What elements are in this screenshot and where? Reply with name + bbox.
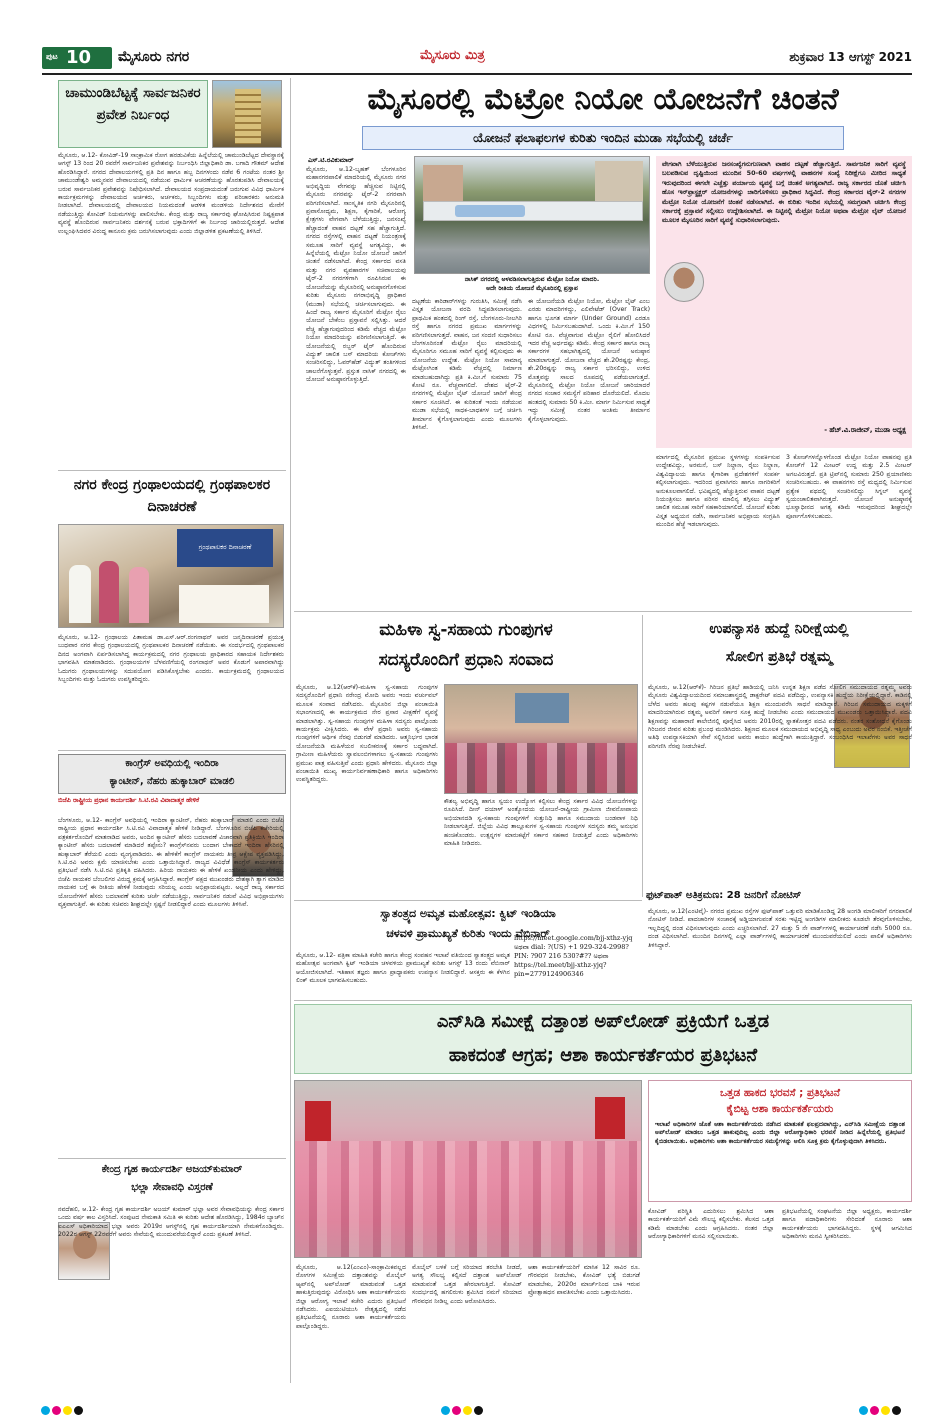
- congress-headline-box: [58, 754, 286, 794]
- divider: [294, 1000, 912, 1001]
- lecturer-headline-2: ಸೋಲಿಗ ಪ್ರತಿಭೆ ರತ್ನಮ್ಮ: [725, 649, 833, 665]
- lecturer-headline-box: [646, 615, 912, 675]
- lecturer-body: ಮೈಸೂರು, ಆ.12(ಆರ್‌ಕೆ)- ಗಿರಿಜನ ಪ್ರತಿಭೆ ಹಾಡಿಯಲ್ಲಿ ಜನಿಸಿ ಉನ್ನತ ಶಿಕ್ಷಣ ಪಡೆದ ಸೋಲಿಗ ಸಮುದಾಯದ ರತ್ನಮ್ಮ ಅವರು ಮೈಸೂರು ವಿಶ್ವವಿದ್ಯಾಲಯದಿಂದ ಸಮಾಜಶಾಸ್ತ್ರದಲ್ಲಿ ಡಾಕ್ಟರೇಟ್ ಪದವಿ ಪಡೆದಿದ್ದು, ಉಪನ್ಯಾಸಕಿ ಹುದ್ದೆಯ ನಿರೀಕ್ಷೆಯಲ್ಲಿದ್ದಾರೆ. ಕಾಡಿನಲ್ಲಿ ಬೆಳೆದ ಅವರು ಹಲವು ಕಷ್ಟಗಳ ನಡುವೆಯೂ ಶಿಕ್ಷಣ ಮುಂದುವರೆಸಿ ಸಾಧನೆ ಮಾಡಿದ್ದಾರೆ. ಗಿರಿಜನ ಸಮುದಾಯದ ಮಕ್ಕಳಿಗೆ ಮಾದರಿಯಾಗಿರುವ ರತ್ನಮ್ಮ ಅವರಿಗೆ ಸರ್ಕಾರ ಸೂಕ್ತ ಹುದ್ದೆ ನೀಡಬೇಕು ಎಂದು ಸಮುದಾಯದ ಮುಖಂಡರು ಒತ್ತಾಯಿಸಿದ್ದಾರೆ. ಪದವಿ ಶಿಕ್ಷಣವನ್ನು ಮಹಾರಾಣಿ ಕಾಲೇಜಿನಲ್ಲಿ ಪೂರೈಸಿದ ಅವರು 2010ರಲ್ಲಿ ಸ್ನಾತಕೋತ್ತರ ಪದವಿ ಪಡೆದರು. ನಂತರ ಸಂಶೋಧನೆ ಕೈಗೊಂಡು ಗಿರಿಜನರ ಜೀವನ ಕುರಿತು ಪ್ರಬಂಧ ಮಂಡಿಸಿದರು. ಶಿಕ್ಷಣದ ಮೂಲಕ ಸಮುದಾಯದ ಅಭಿವೃದ್ಧಿ ಸಾಧ್ಯ ಎಂಬುದು ಅವರ ನಂಬಿಕೆ. ಇತ್ತೀಚೆಗೆ ಅತಿಥಿ ಉಪನ್ಯಾಸಕಿಯಾಗಿ ಸೇವೆ ಸಲ್ಲಿಸಿರುವ ಅವರು ಕಾಯಂ ಹುದ್ದೆಗಾಗಿ ಕಾಯುತ್ತಿದ್ದಾರೆ. ಸಂಬಂಧಿಸಿದ ಇಲಾಖೆಗಳು ಅವರ ಸಾಧನೆ ಪರಿಗಣಿಸಿ ನೆರವು ನೀಡಬೇಕಿದೆ.: [648, 684, 912, 750]
- notice-body: ಮೈಸೂರು, ಆ.12(ಎಂಟಿವೈ)- ನಗರದ ಪ್ರಮುಖ ರಸ್ತೆಗಳ ಫುಟ್‌ಪಾತ್ ಒತ್ತುವರಿ ಮಾಡಿಕೊಂಡಿದ್ದ 28 ಅಂಗಡಿ ಮಾಲೀಕರಿಗೆ ನಗರಪಾಲಿಕೆ ನೋಟಿಸ್ ನೀಡಿದೆ. ಪಾದಚಾರಿಗಳ ಸಂಚಾರಕ್ಕೆ ಅಡ್ಡಿಯಾಗುವಂತೆ ಸರಕು ಇಟ್ಟಿದ್ದ ಅಂಗಡಿಗಳ ಮಾಲೀಕರು ಕೂಡಲೇ ತೆರವುಗೊಳಿಸಬೇಕು, ಇಲ್ಲದಿದ್ದಲ್ಲಿ ದಂಡ ವಿಧಿಸಲಾಗುವುದು ಎಂದು ಎಚ್ಚರಿಸಲಾಗಿದೆ. 27 ಮತ್ತು 5 ನೇ ವಾರ್ಡ್‌ಗಳಲ್ಲಿ ಕಾರ್ಯಾಚರಣೆ ನಡೆಸಿ 5000 ರೂ. ದಂಡ ವಿಧಿಸಲಾಗಿದೆ. ಮುಂದಿನ ದಿನಗಳಲ್ಲಿ ಎಲ್ಲಾ ವಾರ್ಡ್‌ಗಳಲ್ಲಿ ಕಾರ್ಯಾಚರಣೆ ಮುಂದುವರೆಯಲಿದೆ ಎಂದು ಪಾಲಿಕೆ ಅಧಿಕಾರಿಗಳು ತಿಳಿಸಿದ್ದಾರೆ.: [648, 908, 912, 949]
- registration-marks-center: [440, 1400, 484, 1419]
- chamundi-body: ಮೈಸೂರು, ಆ.12- ಕೋವಿಡ್-19 ಸಾಂಕ್ರಾಮಿಕ ರೋಗ ಹರಡುವಿಕೆಯ ಹಿನ್ನೆಲೆಯಲ್ಲಿ ಚಾಮುಂಡಿಬೆಟ್ಟದ ದೇವಸ್ಥಾನಕ್ಕೆ ಆಗಸ್ಟ್ 13 ರಿಂದ 20 ರವರೆಗೆ ಸಾರ್ವಜನಿಕರ ಪ್ರವೇಶವನ್ನು ನಿರ್ಬಂಧಿಸಿ ಜಿಲ್ಲಾಧಿಕಾರಿ ಡಾ. ಬಗಾದಿ ಗೌತಮ್ ಆದೇಶ ಹೊರಡಿಸಿದ್ದಾರೆ. ನಗರದ ದೇವಾಲಯಗಳಲ್ಲಿ ಪ್ರತಿ ದಿನ ಹಾಗೂ ಹಬ್ಬ ದಿನಗಳಂದು ನಡೆವ 6 ಗಂಟೆಯ ನಂತರ ಶ್ರೀ ಚಾಮುಂಡೇಶ್ವರಿ ಅಮ್ಮನವರ ದೇವಾಲಯದಲ್ಲಿ ನಡೆಯುವ ಧಾರ್ಮಿಕ ಆಚರಣೆಯನ್ನು ಹೊರತುಪಡಿಸಿ ದೇವಾಲಯಕ್ಕೆ ಬರುವ ಸಾರ್ವಜನಿಕರ ಪ್ರವೇಶವನ್ನು ನಿಷೇಧಿಸಲಾಗಿದೆ. ದೇವಾಲಯದ ಸಂಪ್ರದಾಯದಂತೆ ಜರುಗುವ ವಿವಿಧ ಧಾರ್ಮಿಕ ಕಾರ್ಯಕ್ರಮಗಳನ್ನು ದೇವಾಲಯದ ಅರ್ಚಕರು, ಅರ್ಚಕರು, ಸಿಬ್ಬಂದಿಗಳು ಮತ್ತು ಪರಿಚಾರಕರು ಅನುಮತಿ ನೀಡಲಾಗಿದೆ. ದೇವಾಲಯದಲ್ಲಿ ದೇವಾಲಯದ ನಿಯಮದಂತೆ ಆಡಳಿತ ಮಂಡಳಿಯ ನಿರ್ದೇಶನದ ಮೇರೆಗೆ ನಡೆಯುತ್ತಿದ್ದು ಕೋವಿಡ್ ನಿಯಮಗಳನ್ನು ಪಾಲಿಸಬೇಕು. ಕೇಂದ್ರ ಮತ್ತು ರಾಜ್ಯ ಸರ್ಕಾರವು ಘೋಷಿಸಿರುವ ನಿಷ್ಪಕ್ಷಪಾತ ವ್ಯವಸ್ಥೆ ಹೊಂದಿರುವ ಸಾರ್ವಜನಿಕರು ದರ್ಶನಕ್ಕೆ ಬರುವ ಭಕ್ತಾದಿಗಳಿಗೆ ಈ ನಿರ್ಬಂಧ ಜಾರಿಯಲ್ಲಿರುತ್ತದೆ. ಆದೇಶ ಉಲ್ಲಂಘಿಸಿದವರ ವಿರುದ್ಧ ಕಾನೂನು ಕ್ರಮ ಜರುಗಿಸಲಾಗುವುದು ಎಂದು ಜಿಲ್ಲಾಡಳಿತ ಪ್ರಕಟಣೆಯಲ್ಲಿ ತಿಳಿಸಿದೆ.: [58, 152, 284, 235]
- asha-protest-photo: [294, 1080, 642, 1258]
- metro-col3: ಈ ಯೋಜನೆಯಡಿ ಮೆಟ್ರೋ ನಿಯೋ, ಮೆಟ್ರೋ ಲೈಟ್ ಎಂಬ ಎರಡು ಮಾದರಿಗಳಿದ್ದು, ಎಲಿವೇಟೆಡ್ (Over Track) ಹಾಗೂ ಭೂಗತ ಮಾರ್ಗ (Under Ground) ಎರಡೂ ವಿಧಗಳಲ್ಲಿ ನಿರ್ಮಿಸಬಹುದಾಗಿದೆ. ಒಂದು ಕಿ.ಮೀ.ಗೆ 150 ಕೋಟಿ ರೂ. ವೆಚ್ಚವಾಗುವ ಮೆಟ್ರೋ ರೈಲಿಗೆ ಹೋಲಿಸಿದರೆ ಇದರ ವೆಚ್ಚ ಅರ್ಧದಷ್ಟು ಕಡಿಮೆ. ಕೇಂದ್ರ ಸರ್ಕಾರ ಹಾಗೂ ರಾಜ್ಯ ಸರ್ಕಾರಗಳ ಸಹಭಾಗಿತ್ವದಲ್ಲಿ ಯೋಜನೆ ಅನುಷ್ಠಾನ ಮಾಡಲಾಗುತ್ತದೆ. ಯೋಜನಾ ವೆಚ್ಚದ ಶೇ.20ರಷ್ಟನ್ನು ಕೇಂದ್ರ, ಶೇ.20ರಷ್ಟನ್ನು ರಾಜ್ಯ ಸರ್ಕಾರ ಭರಿಸಲಿದ್ದು, ಉಳಿದ ಮೊತ್ತವನ್ನು ಸಾಲದ ರೂಪದಲ್ಲಿ ಪಡೆಯಲಾಗುತ್ತದೆ. ಮೈಸೂರಿನಲ್ಲಿ ಮೆಟ್ರೋ ನಿಯೋ ಯೋಜನೆ ಜಾರಿಯಾದರೆ ನಗರದ ಸಂಚಾರ ಸಮಸ್ಯೆಗೆ ಪರಿಹಾರ ದೊರೆಯಲಿದೆ. ಮೊದಲ ಹಂತದಲ್ಲಿ ಸುಮಾರು 50 ಕಿ.ಮೀ. ಮಾರ್ಗ ನಿರ್ಮಿಸುವ ಸಾಧ್ಯತೆ ಇದ್ದು ಸಮೀಕ್ಷೆ ನಂತರ ಅಂತಿಮ ತೀರ್ಮಾನ ಕೈಗೊಳ್ಳಲಾಗುವುದು.: [528, 298, 650, 423]
- metro-headline-box: [294, 78, 912, 122]
- masthead-rule: [42, 73, 912, 75]
- women-headline-box: [294, 615, 638, 677]
- metro-subhead: ಯೋಜನೆ ಫಲಾಫಲಗಳ ಕುರಿತು ಇಂದಿನ ಮುಡಾ ಸಭೆಯಲ್ಲಿ ಚರ್ಚೆ: [473, 130, 733, 145]
- divider: [58, 1158, 286, 1159]
- column-rule: [290, 78, 291, 1383]
- nsdc-headline-box: [294, 1004, 912, 1074]
- column-rule: [642, 615, 643, 897]
- nsdc-col1: ಮೈಸೂರು, ಆ.12(ಎಂಎಂ)-ಸಾಂಕ್ರಾಮಿಕವಲ್ಲದ ರೋಗಗಳ ಸಮೀಕ್ಷೆಯ ದತ್ತಾಂಶವನ್ನು ಮೊಬೈಲ್ ಆ್ಯಪ್‌ನಲ್ಲಿ ಅಪ್‌ಲೋಡ್ ಮಾಡುವಂತೆ ಒತ್ತಡ ಹಾಕುತ್ತಿರುವುದನ್ನು ವಿರೋಧಿಸಿ ಆಶಾ ಕಾರ್ಯಕರ್ತೆಯರು ಜಿಲ್ಲಾ ಆರೋಗ್ಯ ಇಲಾಖೆ ಕಚೇರಿ ಎದುರು ಪ್ರತಿಭಟನೆ ನಡೆಸಿದರು. ಎಐಯುಟಿಯುಸಿ ನೇತೃತ್ವದಲ್ಲಿ ನಡೆದ ಪ್ರತಿಭಟನೆಯಲ್ಲಿ ನೂರಾರು ಆಶಾ ಕಾರ್ಯಕರ್ತೆಯರು ಪಾಲ್ಗೊಂಡಿದ್ದರು.: [296, 1264, 406, 1330]
- women-headline-1: ಮಹಿಳಾ ಸ್ವ-ಸಹಾಯ ಗುಂಪುಗಳ: [379, 620, 553, 640]
- library-banner: [177, 529, 273, 567]
- metro-caption-1: ನಾಸಿಕ್ ನಗರದಲ್ಲಿ ಅಳವಡಿಸಲಾಗುತ್ತಿರುವ ಮೆಟ್ರೋ ನಿಯೋ ಮಾದರಿ.: [464, 276, 600, 283]
- metro-col5: 3 ಕೋಚ್‌ಗಳನ್ನೊಳಗೊಂಡ ಮೆಟ್ರೋ ನಿಯೋ ವಾಹನವು ಪ್ರತಿ ಕೋಚ್‌ಗೆ 12 ಮೀಟರ್ ಉದ್ದ ಮತ್ತು 2.5 ಮೀಟರ್ ಅಗಲವಿರುತ್ತದೆ. ಪ್ರತಿ ಟ್ರಿಪ್‌ನಲ್ಲಿ ಸುಮಾರು 250 ಪ್ರಯಾಣಿಕರು ಸಂಚರಿಸಬಹುದು. ಈ ವಾಹನಗಳು ರಸ್ತೆ ಮಧ್ಯದಲ್ಲಿ ನಿರ್ಮಿಸುವ ಪ್ರತ್ಯೇಕ ಪಥದಲ್ಲಿ ಸಂಚರಿಸಲಿದ್ದು ಸಿಗ್ನಲ್ ವ್ಯವಸ್ಥೆ ಸ್ವಯಂಚಾಲಿತವಾಗಿರುತ್ತದೆ. ಯೋಜನೆ ಅನುಷ್ಠಾನಕ್ಕೆ ಭೂಸ್ವಾಧೀನದ ಅಗತ್ಯ ಕಡಿಮೆ ಇರುವುದರಿಂದ ಶೀಘ್ರದಲ್ಲೇ ಪೂರ್ಣಗೊಳಿಸಬಹುದು.: [786, 454, 912, 520]
- congress-headline-2: ಕ್ಯಾಂಟೀನ್, ನೆಹರು ಹುಕ್ಕಾಬಾರ್ ಮಾಡಲಿ: [109, 776, 235, 787]
- divider: [58, 750, 286, 751]
- quit-india-body: ಮೈಸೂರು, ಆ.12- ಪತ್ರಿಕಾ ಮಾಹಿತಿ ಕಚೇರಿ ಹಾಗೂ ಕೇಂದ್ರ ಸಂವಹನ ಇಲಾಖೆ ವತಿಯಿಂದ ಸ್ವಾತಂತ್ರ್ಯದ ಅಮೃತ ಮಹೋತ್ಸವ ಅಂಗವಾಗಿ ಕ್ವಿಟ್ ಇಂಡಿಯಾ ಚಳವಳಿಯ ಪ್ರಾಮುಖ್ಯತೆ ಕುರಿತು ಆಗಸ್ಟ್ 13 ರಂದು ವೆಬಿನಾರ್ ಆಯೋಜಿಸಲಾಗಿದೆ. ಇತಿಹಾಸ ತಜ್ಞರು ಹಾಗೂ ಪ್ರಾಧ್ಯಾಪಕರು ಉಪನ್ಯಾಸ ನೀಡಲಿದ್ದಾರೆ. ಆಸಕ್ತರು ಈ ಕೆಳಗಿನ ಲಿಂಕ್ ಮೂಲಕ ಭಾಗವಹಿಸಬಹುದು.: [296, 952, 510, 985]
- women-headline-2: ಸದಸ್ಯರೊಂದಿಗೆ ಪ್ರಧಾನಿ ಸಂವಾದ: [378, 650, 554, 670]
- metro-subhead-box: [362, 126, 844, 150]
- metro-caption-2: ಅದೇ ರೀತಿಯ ಯೋಜನೆ ಮೈಸೂರಿನಲ್ಲಿ ಪ್ರಸ್ತಾಪ: [486, 284, 578, 292]
- library-banner-text: ಗ್ರಂಥಪಾಲಕರ ದಿನಾಚರಣೆ: [198, 543, 252, 551]
- women-body: ಮೈಸೂರು, ಆ.12(ಆರ್‌ಕೆ)-ಮಹಿಳಾ ಸ್ವ-ಸಹಾಯ ಗುಂಪುಗಳ ಸದಸ್ಯರೊಂದಿಗೆ ಪ್ರಧಾನಿ ನರೇಂದ್ರ ಮೋದಿ ಅವರು ಇಂದು ವರ್ಚುವಲ್ ಮೂಲಕ ಸಂವಾದ ನಡೆಸಿದರು. ಮೈಸೂರಿನ ಜಿಲ್ಲಾ ಪಂಚಾಯಿತಿ ಸಭಾಂಗಣದಲ್ಲಿ ಈ ಕಾರ್ಯಕ್ರಮದ ನೇರ ಪ್ರಸಾರ ವೀಕ್ಷಣೆಗೆ ವ್ಯವಸ್ಥೆ ಮಾಡಲಾಗಿತ್ತು. ಸ್ವ-ಸಹಾಯ ಗುಂಪುಗಳ ಮಹಿಳಾ ಸದಸ್ಯರು ಪಾಲ್ಗೊಂಡು ಕಾರ್ಯಕ್ರಮ ವೀಕ್ಷಿಸಿದರು. ಈ ವೇಳೆ ಪ್ರಧಾನಿ ಅವರು ಸ್ವ-ಸಹಾಯ ಗುಂಪುಗಳಿಗೆ ಆರ್ಥಿಕ ನೆರವು ಬಿಡುಗಡೆ ಮಾಡಿದರು. ಆತ್ಮನಿರ್ಭರ ಭಾರತ ಯೋಜನೆಯಡಿ ಮಹಿಳೆಯರ ಸಬಲೀಕರಣಕ್ಕೆ ಸರ್ಕಾರ ಬದ್ಧವಾಗಿದೆ. ಗ್ರಾಮೀಣ ಮಹಿಳೆಯರು ಸ್ವಾವಲಂಬಿಗಳಾಗಲು ಸ್ವ-ಸಹಾಯ ಗುಂಪುಗಳು ಪ್ರಮುಖ ಪಾತ್ರ ವಹಿಸುತ್ತಿವೆ ಎಂದು ಪ್ರಧಾನಿ ಹೇಳಿದರು. ಮೈಸೂರು ಜಿಲ್ಲಾ ಪಂಚಾಯಿತಿ ಮುಖ್ಯ ಕಾರ್ಯನಿರ್ವಹಣಾಧಿಕಾರಿ ಹಾಗೂ ಅಧಿಕಾರಿಗಳು ಉಪಸ್ಥಿತರಿದ್ದರು.: [296, 684, 438, 784]
- metro-headline: ಮೈಸೂರಲ್ಲಿ ಮೆಟ್ರೋ ನಿಯೋ ಯೋಜನೆಗೆ ಚಿಂತನೆ: [367, 82, 839, 117]
- registration-marks-left: [40, 1400, 84, 1419]
- bhalla-headline-box: [58, 1161, 286, 1201]
- nsdc-sub-body: ಇಲಾಖೆ ಅಧಿಕಾರಿಗಳ ಜೊತೆ ಆಶಾ ಕಾರ್ಯಕರ್ತೆಯರು ನಡೆಸಿದ ಮಾತುಕತೆ ಫಲಪ್ರದವಾಗಿದ್ದು, ಎನ್‌ಸಿಡಿ ಸಮೀಕ್ಷೆಯ ದತ್ತಾಂಶ ಅಪ್‌ಲೋಡ್ ಮಾಡಲು ಒತ್ತಡ ಹಾಕುವುದಿಲ್ಲ ಎಂದು ಜಿಲ್ಲಾ ಆರೋಗ್ಯಾಧಿಕಾರಿ ಭರವಸೆ ನೀಡಿದ ಹಿನ್ನೆಲೆಯಲ್ಲಿ ಪ್ರತಿಭಟನೆ ಕೈಬಿಡಲಾಯಿತು. ಅಧಿಕಾರಿಗಳು ಆಶಾ ಕಾರ್ಯಕರ್ತೆಯರ ಸಮಸ್ಯೆಗಳನ್ನು ಆಲಿಸಿ ಸೂಕ್ತ ಕ್ರಮ ಕೈಗೊಳ್ಳುವುದಾಗಿ ತಿಳಿಸಿದರು.: [655, 1121, 905, 1145]
- nsdc-sub-1: ಒತ್ತಡ ಹಾಕದ ಭರವಸೆ ; ಪ್ರತಿಭಟನೆ: [719, 1087, 841, 1099]
- divider: [294, 611, 912, 612]
- congress-headline-1: ಕಾಂಗ್ರೆಸ್ ಅವಧಿಯಲ್ಲಿ ಇಂದಿರಾ: [125, 758, 219, 769]
- page-date: ಶುಕ್ರವಾರ 13 ಆಗಸ್ಟ್ 2021: [789, 50, 912, 64]
- congress-body: ಬೆಂಗಳೂರು, ಆ.12- ಕಾಂಗ್ರೆಸ್ ಅವಧಿಯಲ್ಲಿ ಇಂದಿರಾ ಕ್ಯಾಂಟೀನ್, ನೆಹರು ಹುಕ್ಕಾಬಾರ್ ಮಾಡಲಿ ಎಂದು ಬಿಜೆಪಿ ರಾಷ್ಟ್ರೀಯ ಪ್ರಧಾನ ಕಾರ್ಯದರ್ಶಿ ಸಿ.ಟಿ.ರವಿ ವಿವಾದಾತ್ಮಕ ಹೇಳಿಕೆ ನೀಡಿದ್ದಾರೆ. ಬೆಂಗಳೂರಿನ ಬಿಜೆಪಿ ಕಚೇರಿಯಲ್ಲಿ ಪತ್ರಕರ್ತರೊಂದಿಗೆ ಮಾತನಾಡಿದ ಅವರು, ಅಂದಿನ ಕ್ಯಾಂಟೀನ್ ಹೆಸರು ಬದಲಾವಣೆ ವಿಚಾರವಾಗಿ ಪ್ರತಿಕ್ರಿಯಿಸಿ ಇಂದಿರಾ ಕ್ಯಾಂಟೀನ್ ಹೆಸರು ಬದಲಾವಣೆ ಮಾಡಿದರೆ ತಪ್ಪೇನು? ಕಾಂಗ್ರೆಸ್‌ನವರು ಬಂದಾಗ ಬೇಕಾದರೆ ಇಂದಿರಾ ಹೆಸರಿನಲ್ಲಿ ಹುಕ್ಕಾಬಾರ್ ತೆರೆಯಲಿ ಎಂದು ವ್ಯಂಗ್ಯವಾಡಿದರು. ಈ ಹೇಳಿಕೆಗೆ ಕಾಂಗ್ರೆಸ್ ನಾಯಕರು ತೀವ್ರ ಆಕ್ಷೇಪ ವ್ಯಕ್ತಪಡಿಸಿದ್ದು, ಸಿ.ಟಿ.ರವಿ ಅವರು ಕ್ಷಮೆ ಯಾಚಿಸಬೇಕು ಎಂದು ಒತ್ತಾಯಿಸಿದ್ದಾರೆ. ರಾಜ್ಯದ ವಿವಿಧೆಡೆ ಕಾಂಗ್ರೆಸ್ ಕಾರ್ಯಕರ್ತರು ಪ್ರತಿಭಟನೆ ನಡೆಸಿ ಸಿ.ಟಿ.ರವಿ ಪ್ರತಿಕೃತಿ ದಹಿಸಿದರು. ಹಿರಿಯ ನಾಯಕರು ಈ ಹೇಳಿಕೆ ಖಂಡನೀಯ ಎಂದು ಹೇಳಿದ್ದು, ಬಿಜೆಪಿ ನಾಯಕರ ಬೆಂಬಲಿಗರ ವಿರುದ್ಧ ಕ್ರಮಕ್ಕೆ ಆಗ್ರಹಿಸಿದ್ದಾರೆ. ಕಾಂಗ್ರೆಸ್ ಪಕ್ಷದ ಮುಖಂಡರು ದೇಶಕ್ಕಾಗಿ ತ್ಯಾಗ ಮಾಡಿದ ನಾಯಕರ ಬಗ್ಗೆ ಈ ರೀತಿಯ ಹೇಳಿಕೆ ನೀಡುವುದು ಸರಿಯಲ್ಲ ಎಂದು ಅಭಿಪ್ರಾಯಪಟ್ಟರು. ಅಲ್ಲದೆ ರಾಜ್ಯ ಸರ್ಕಾರದ ಯೋಜನೆಗಳಿಗೆ ಹೆಸರು ಬದಲಾವಣೆ ಕುರಿತು ಚರ್ಚೆ ನಡೆಯುತ್ತಿದ್ದು, ಸಾರ್ವಜನಿಕರ ನಡುವೆ ವಿವಿಧ ಅಭಿಪ್ರಾಯಗಳು ವ್ಯಕ್ತವಾಗುತ್ತಿವೆ. ಈ ಕುರಿತು ಸಚಿವರು ಶೀಘ್ರದಲ್ಲೇ ಸ್ಪಷ್ಟನೆ ನೀಡಲಿದ್ದಾರೆ ಎಂದು ಮೂಲಗಳು ತಿಳಿಸಿವೆ.: [58, 817, 284, 909]
- women-photo: [444, 684, 638, 794]
- nsdc-headline-2: ಹಾಕದಂತೆ ಆಗ್ರಹ; ಆಶಾ ಕಾರ್ಯಕರ್ತೆಯರ ಪ್ರತಿಭಟನೆ: [448, 1045, 758, 1066]
- masthead: [42, 44, 912, 72]
- chamundi-headline-box: [58, 80, 208, 148]
- lecturer-headline-1: ಉಪನ್ಯಾಸಕಿ ಹುದ್ದೆ ನಿರೀಕ್ಷೆಯಲ್ಲಿ: [709, 621, 849, 637]
- section-title: ಮೈಸೂರು ನಗರ: [118, 49, 190, 65]
- congress-byline: ಬಿಜೆಪಿ ರಾಷ್ಟ್ರೀಯ ಪ್ರಧಾನ ಕಾರ್ಯದರ್ಶಿ ಸಿ.ಟಿ.ರವಿ ವಿವಾದಾತ್ಮಕ ಹೇಳಿಕೆ: [58, 797, 200, 804]
- nsdc-sub-box: [648, 1080, 912, 1202]
- library-body: ಮೈಸೂರು, ಆ.12- ಗ್ರಂಥಾಲಯ ಪಿತಾಮಹ ಡಾ.ಎಸ್.ಆರ್.ರಂಗನಾಥನ್ ಅವರ ಜನ್ಮದಿನಾಚರಣೆ ಪ್ರಯುಕ್ತ ಬುಧವಾರ ನಗರ ಕೇಂದ್ರ ಗ್ರಂಥಾಲಯದಲ್ಲಿ ಗ್ರಂಥಪಾಲಕರ ದಿನಾಚರಣೆ ನಡೆಯಿತು. ಈ ಸಂದರ್ಭದಲ್ಲಿ ಗ್ರಂಥಪಾಲಕರ ದಿನದ ಅಂಗವಾಗಿ ಏರ್ಪಡಿಸಲಾಗಿದ್ದ ಕಾರ್ಯಕ್ರಮದಲ್ಲಿ ನಗರ ಗ್ರಂಥಾಲಯ ಪ್ರಾಧಿಕಾರದ ಸಹಾಯಕ ನಿರ್ದೇಶಕರು ಭಾಗವಹಿಸಿ ಮಾತನಾಡಿದರು. ಗ್ರಂಥಾಲಯಗಳ ಬೆಳವಣಿಗೆಯಲ್ಲಿ ರಂಗನಾಥನ್ ಅವರ ಕೊಡುಗೆ ಅಪಾರವಾಗಿದ್ದು ಓದುಗರು ಗ್ರಂಥಾಲಯಗಳನ್ನು ಸದುಪಯೋಗ ಪಡಿಸಿಕೊಳ್ಳಬೇಕು ಎಂದರು. ಕಾರ್ಯಕ್ರಮದಲ್ಲಿ ಗ್ರಂಥಾಲಯದ ಸಿಬ್ಬಂದಿಗಳು ಮತ್ತು ಓದುಗರು ಉಪಸ್ಥಿತರಿದ್ದರು.: [58, 634, 284, 684]
- divider: [294, 900, 642, 901]
- metro-col4: ಮಾರ್ಗದಲ್ಲಿ ಮೈಸೂರಿನ ಪ್ರಮುಖ ಸ್ಥಳಗಳನ್ನು ಸಂಪರ್ಕಿಸುವ ಉದ್ದೇಶವಿದ್ದು, ಅರಮನೆ, ಬಸ್ ನಿಲ್ದಾಣ, ರೈಲು ನಿಲ್ದಾಣ, ವಿಶ್ವವಿದ್ಯಾಲಯ ಹಾಗೂ ಕೈಗಾರಿಕಾ ಪ್ರದೇಶಗಳಿಗೆ ಸಂಪರ್ಕ ಕಲ್ಪಿಸಲಾಗುವುದು. ಇದರಿಂದ ಪ್ರವಾಸಿಗರು ಹಾಗೂ ನಾಗರಿಕರಿಗೆ ಅನುಕೂಲವಾಗಲಿದೆ. ಭವಿಷ್ಯದಲ್ಲಿ ಹೆಚ್ಚುತ್ತಿರುವ ವಾಹನ ದಟ್ಟಣೆ ನಿಯಂತ್ರಿಸಲು ಹಾಗೂ ಪರಿಸರ ಮಾಲಿನ್ಯ ತಗ್ಗಿಸಲು ವಿದ್ಯುತ್ ಚಾಲಿತ ಸಮೂಹ ಸಾರಿಗೆ ಸಹಕಾರಿಯಾಗಲಿದೆ. ಯೋಜನೆ ಕುರಿತು ವಿಸ್ತೃತ ಅಧ್ಯಯನ ನಡೆಸಿ, ಸಾರ್ವಜನಿಕರ ಅಭಿಪ್ರಾಯ ಸಂಗ್ರಹಿಸಿ ಮುಂದಿನ ಹೆಜ್ಜೆ ಇಡಲಾಗುವುದು.: [656, 454, 780, 529]
- quit-india-headline-1: ಸ್ವಾತಂತ್ರ್ಯದ ಅಮೃತ ಮಹೋತ್ಸವ: ಕ್ವಿಟ್ ಇಂಡಿಯಾ: [380, 907, 556, 920]
- notice-headline: ಫುಟ್‌ಪಾತ್ ಅತಿಕ್ರಮಣ: 28 ಜನರಿಗೆ ನೋಟಿಸ್: [646, 890, 802, 901]
- page-number: 10: [66, 47, 92, 68]
- page-number-badge: [42, 47, 112, 69]
- divider: [58, 470, 286, 471]
- metro-quote-box: [656, 156, 912, 448]
- metro-photo-caption: [414, 276, 650, 296]
- notice-headline-box: [646, 886, 912, 906]
- page-label: ಪುಟ: [46, 52, 58, 61]
- library-headline-box: [58, 474, 286, 520]
- metro-byline: ಎಸ್.ಟಿ.ರವಿಕುಮಾರ್: [308, 156, 354, 164]
- nsdc-col3: ಆಶಾ ಕಾರ್ಯಕರ್ತೆಯರಿಗೆ ಮಾಸಿಕ 12 ಸಾವಿರ ರೂ. ಗೌರವಧನ ನೀಡಬೇಕು, ಕೋವಿಡ್ ಭತ್ಯೆ ಬಿಡುಗಡೆ ಮಾಡಬೇಕು, 2020ರ ಮಾರ್ಚ್‌ನಿಂದ ಬಾಕಿ ಇರುವ ಪ್ರೋತ್ಸಾಹಧನ ಪಾವತಿಸಬೇಕು ಎಂದು ಒತ್ತಾಯಿಸಿದರು.: [528, 1264, 640, 1297]
- temple-photo: [212, 80, 282, 148]
- women-body-2: ಕೌಶಲ್ಯ ಅಭಿವೃದ್ಧಿ ಹಾಗೂ ಸ್ವಯಂ ಉದ್ಯೋಗ ಕಲ್ಪಿಸಲು ಕೇಂದ್ರ ಸರ್ಕಾರ ವಿವಿಧ ಯೋಜನೆಗಳನ್ನು ರೂಪಿಸಿದೆ. ದೀನ್ ದಯಾಳ್ ಅಂತ್ಯೋದಯ ಯೋಜನೆ-ರಾಷ್ಟ್ರೀಯ ಗ್ರಾಮೀಣ ಜೀವನೋಪಾಯ ಅಭಿಯಾನದಡಿ ಸ್ವ-ಸಹಾಯ ಗುಂಪುಗಳಿಗೆ ಸುತ್ತುನಿಧಿ ಹಾಗೂ ಸಮುದಾಯ ಬಂಡವಾಳ ನಿಧಿ ನೀಡಲಾಗುತ್ತಿದೆ. ಜಿಲ್ಲೆಯ ವಿವಿಧ ತಾಲ್ಲೂಕುಗಳ ಸ್ವ-ಸಹಾಯ ಗುಂಪುಗಳ ಸದಸ್ಯರು ತಮ್ಮ ಅನುಭವ ಹಂಚಿಕೊಂಡರು. ಉತ್ಪನ್ನಗಳ ಮಾರುಕಟ್ಟೆಗೆ ಸರ್ಕಾರ ಸಹಕಾರ ನೀಡುತ್ತಿದೆ ಎಂದು ಅಧಿಕಾರಿಗಳು ಮಾಹಿತಿ ನೀಡಿದರು.: [444, 798, 638, 848]
- bhalla-body: ನವದೆಹಲಿ, ಆ.12- ಕೇಂದ್ರ ಗೃಹ ಕಾರ್ಯದರ್ಶಿ ಅಜಯ್ ಕುಮಾರ್ ಭಲ್ಲಾ ಅವರ ಸೇವಾವಧಿಯನ್ನು ಕೇಂದ್ರ ಸರ್ಕಾರ ಒಂದು ವರ್ಷ ಕಾಲ ವಿಸ್ತರಿಸಿದೆ. ಸಂಪುಟದ ನೇಮಕಾತಿ ಸಮಿತಿ ಈ ಕುರಿತು ಆದೇಶ ಹೊರಡಿಸಿದ್ದು, 1984ರ ಬ್ಯಾಚ್‌ನ ಐಎಎಸ್ ಅಧಿಕಾರಿಯಾದ ಭಲ್ಲಾ ಅವರು 2019ರ ಆಗಸ್ಟ್‌ನಲ್ಲಿ ಗೃಹ ಕಾರ್ಯದರ್ಶಿಯಾಗಿ ನೇಮಕಗೊಂಡಿದ್ದರು. 2022ರ ಆಗಸ್ಟ್ 22ರವರೆಗೆ ಅವರು ಸೇವೆಯಲ್ಲಿ ಮುಂದುವರೆಯಲಿದ್ದಾರೆ ಎಂದು ಪ್ರಕಟಣೆ ತಿಳಿಸಿದೆ.: [58, 1206, 284, 1239]
- chamundi-headline: ಚಾಮುಂಡಿಬೆಟ್ಟಕ್ಕೆ ಸಾರ್ವಜನಿಕರ ಪ್ರವೇಶ ನಿರ್ಬಂಧ: [65, 85, 201, 123]
- rajeev-photo: [664, 262, 704, 302]
- nsdc-col2: ಮೊಬೈಲ್ ಬಳಕೆ ಬಗ್ಗೆ ಸರಿಯಾದ ತರಬೇತಿ ನೀಡದೆ, ಅಗತ್ಯ ಸೌಲಭ್ಯ ಕಲ್ಪಿಸದೆ ದತ್ತಾಂಶ ಅಪ್‌ಲೋಡ್ ಮಾಡುವಂತೆ ಒತ್ತಡ ಹೇರಲಾಗುತ್ತಿದೆ. ಕೋವಿಡ್ ಸಂದರ್ಭದಲ್ಲಿ ಹಗಲಿರುಳು ಶ್ರಮಿಸಿದ ನಮಗೆ ಸರಿಯಾದ ಗೌರವಧನ ನೀಡಿಲ್ಲ ಎಂದು ಆರೋಪಿಸಿದರು.: [412, 1264, 522, 1305]
- bhalla-headline-2: ಭಲ್ಲಾ ಸೇವಾವಧಿ ವಿಸ್ತರಣೆ: [131, 1182, 213, 1193]
- metro-quote: ವೇಗವಾಗಿ ಬೆಳೆಯುತ್ತಿರುವ ಜನಸಂಖ್ಯೆಗನುಗುಣವಾಗಿ ವಾಹನ ದಟ್ಟಣೆ ಹೆಚ್ಚಾಗುತ್ತಿದೆ. ಸಾರ್ವಜನಿಕ ಸಾರಿಗೆ ವ್ಯವಸ್ಥೆ ಬಲಪಡಿಸುವ ದೃಷ್ಟಿಯಿಂದ ಮುಂದಿನ 50-60 ವರ್ಷಗಳಲ್ಲಿ ವಾಹನಗಳ ಸಂಖ್ಯೆ ನಿರೀಕ್ಷೆಗೂ ಮೀರಿದ ಸಾಧ್ಯತೆ ಇರುವುದರಿಂದ ಈಗಲೇ ಎಚ್ಚೆತ್ತು ಪರ್ಯಾಯ ವ್ಯವಸ್ಥೆ ಬಗ್ಗೆ ಚಿಂತನೆ ಅಗತ್ಯವಾಗಿದೆ. ರಾಜ್ಯ ಸರ್ಕಾರದ ಜೊತೆ ಚರ್ಚಿಸಿ ಹೊಸ ಇನ್‌ಫ್ರಾಸ್ಟ್ರಕ್ಚರ್ ಯೋಜನೆಗಳನ್ನು ಜಾರಿಗೊಳಿಸಲು ಪ್ರಾಧಿಕಾರ ಸಿದ್ಧವಿದೆ. ಕೇಂದ್ರ ಸರ್ಕಾರದ ಟೈರ್-2 ನಗರಗಳ ಮೆಟ್ರೋ ನಿಯೋ ಯೋಜನೆಗೆ ಚಿಂತನೆ ನಡೆಸಲಾಗಿದೆ. ಈ ಕುರಿತು ಇಂದಿನ ಸಭೆಯಲ್ಲಿ ಸಮಗ್ರವಾಗಿ ಚರ್ಚಿಸಿ ಕೇಂದ್ರ ಸರ್ಕಾರಕ್ಕೆ ಪ್ರಸ್ತಾವನೆ ಸಲ್ಲಿಸಲು ಉದ್ದೇಶಿಸಲಾಗಿದೆ. ಈ ನಿಟ್ಟಿನಲ್ಲಿ ಮೆಟ್ರೋ ನಿಯೋ ಅಥವಾ ಮೆಟ್ರೋ ಲೈಟ್ ಯೋಜನೆ ಮೂಲಕ ಮೈಸೂರಿನ ಸಾರಿಗೆ ವ್ಯವಸ್ಥೆ ಸುಧಾರಿಸಲಾಗುವುದು.: [662, 160, 906, 225]
- nsdc-sub-2: ಕೈಬಿಟ್ಟ ಆಶಾ ಕಾರ್ಯಕರ್ತೆಯರು: [726, 1103, 834, 1115]
- paper-name: ಮೈಸೂರು ಮಿತ್ರ: [420, 48, 485, 63]
- nsdc-headline-1: ಎನ್‌ಸಿಡಿ ಸಮೀಕ್ಷೆ ದತ್ತಾಂಶ ಅಪ್‌ಲೋಡ್ ಪ್ರಕ್ರಿಯೆಗೆ ಒತ್ತಡ: [436, 1011, 770, 1032]
- metro-col1: ಮೈಸೂರು, ಆ.12-ಬೃಹತ್ ಬೆಂಗಳೂರಿನ ಮಹಾನಗರಪಾಲಿಕೆ ಮಾದರಿಯಲ್ಲಿ ಮೈಸೂರು ನಗರ ಅಭಿವೃದ್ಧಿಯ ವೇಗವನ್ನು ಹೆಚ್ಚಿಸುವ ನಿಟ್ಟಿನಲ್ಲಿ ಮೈಸೂರು ನಗರವನ್ನು ಟೈರ್-2 ನಗರವಾಗಿ ಪರಿಗಣಿಸಲಾಗಿದೆ. ಸಾಂಸ್ಕೃತಿಕ ನಗರಿ ಮೈಸೂರಿನಲ್ಲಿ ಪ್ರವಾಸೋದ್ಯಮ, ಶಿಕ್ಷಣ, ಕೈಗಾರಿಕೆ, ಆರೋಗ್ಯ ಕ್ಷೇತ್ರಗಳು ವೇಗವಾಗಿ ಬೆಳೆಯುತ್ತಿದ್ದು, ಜನಸಂಖ್ಯೆ ಹೆಚ್ಚಾದಂತೆ ವಾಹನ ದಟ್ಟಣೆ ಸಹ ಹೆಚ್ಚಾಗುತ್ತಿದೆ. ನಗರದ ರಸ್ತೆಗಳಲ್ಲಿ ವಾಹನ ದಟ್ಟಣೆ ನಿಯಂತ್ರಣಕ್ಕೆ ಸಮೂಹ ಸಾರಿಗೆ ವ್ಯವಸ್ಥೆ ಅಗತ್ಯವಿದ್ದು, ಈ ಹಿನ್ನೆಲೆಯಲ್ಲಿ ಮೆಟ್ರೋ ನಿಯೋ ಯೋಜನೆ ಜಾರಿಗೆ ಚಿಂತನೆ ನಡೆಸಲಾಗಿದೆ. ಕೇಂದ್ರ ಸರ್ಕಾರದ ವಸತಿ ಮತ್ತು ನಗರ ವ್ಯವಹಾರಗಳ ಸಚಿವಾಲಯವು ಟೈರ್-2 ನಗರಗಳಿಗಾಗಿ ರೂಪಿಸಿರುವ ಈ ಯೋಜನೆಯನ್ನು ಮೈಸೂರಿನಲ್ಲಿ ಅನುಷ್ಠಾನಗೊಳಿಸುವ ಕುರಿತು ಮೈಸೂರು ನಗರಾಭಿವೃದ್ಧಿ ಪ್ರಾಧಿಕಾರ (ಮುಡಾ) ಸಭೆಯಲ್ಲಿ ಚರ್ಚಿಸಲಾಗುವುದು. ಈ ಹಿಂದೆ ರಾಜ್ಯ ಸರ್ಕಾರ ಮೈಸೂರಿಗೆ ಮೆಟ್ರೋ ರೈಲು ಯೋಜನೆ ಬೇಕೆಂಬ ಪ್ರಸ್ತಾವನೆ ಸಲ್ಲಿಸಿತ್ತು. ಆದರೆ ವೆಚ್ಚ ಹೆಚ್ಚಾಗುವುದರಿಂದ ಕಡಿಮೆ ವೆಚ್ಚದ ಮೆಟ್ರೋ ನಿಯೋ ಮಾದರಿಯನ್ನು ಪರಿಗಣಿಸಲಾಗುತ್ತಿದೆ. ಈ ಯೋಜನೆಯಲ್ಲಿ ರಬ್ಬರ್ ಟೈರ್ ಹೊಂದಿರುವ ವಿದ್ಯುತ್ ಚಾಲಿತ ಬಸ್ ಮಾದರಿಯ ಕೋಚ್‌ಗಳು ಸಂಚರಿಸಲಿದ್ದು, ಓವರ್‌ಹೆಡ್ ವಿದ್ಯುತ್ ತಂತಿಗಳಿಂದ ಚಾಲನೆಗೊಳ್ಳುತ್ತವೆ. ಪ್ರಸ್ತುತ ನಾಸಿಕ್ ನಗರದಲ್ಲಿ ಈ ಯೋಜನೆ ಅನುಷ್ಠಾನಗೊಳ್ಳುತ್ತಿದೆ.: [306, 166, 406, 384]
- registration-marks-right: [858, 1400, 902, 1419]
- library-headline: ನಗರ ಕೇಂದ್ರ ಗ್ರಂಥಾಲಯದಲ್ಲಿ ಗ್ರಂಥಪಾಲಕರ ದಿನಾಚರಣೆ: [73, 477, 271, 515]
- quit-india-headline-2: ಚಳವಳಿ ಪ್ರಾಮುಖ್ಯತೆ ಕುರಿತು ಇಂದು ವೆಬಿನಾರ್: [386, 927, 550, 940]
- quit-india-link[interactable]: https://meet.google.com/bjj-xthz-yjq ಅಥವಾ dial: ?(US) +1 929-324-2998? PIN: ?907 216 530?#?? ಅಥವಾ https://tel.meet/bjj-xthz-yjq?pin=2779124906346: [514, 934, 633, 978]
- library-photo: [58, 524, 284, 628]
- bhalla-headline-1: ಕೇಂದ್ರ ಗೃಹ ಕಾರ್ಯದರ್ಶಿ ಅಜಯ್‌ಕುಮಾರ್: [101, 1164, 243, 1175]
- nsdc-col4: ಕೋವಿಡ್ ಪರಿಸ್ಥಿತಿ ಎದುರಿಸಲು ಶ್ರಮಿಸಿದ ಆಶಾ ಕಾರ್ಯಕರ್ತೆಯರಿಗೆ ವಿಮೆ ಸೌಲಭ್ಯ ಕಲ್ಪಿಸಬೇಕು. ಕೆಲಸದ ಒತ್ತಡ ಕಡಿಮೆ ಮಾಡಬೇಕು ಎಂದು ಆಗ್ರಹಿಸಿದರು. ನಂತರ ಜಿಲ್ಲಾ ಆರೋಗ್ಯಾಧಿಕಾರಿಗಳಿಗೆ ಮನವಿ ಸಲ್ಲಿಸಲಾಯಿತು.: [648, 1208, 774, 1241]
- nsdc-col5: ಪ್ರತಿಭಟನೆಯಲ್ಲಿ ಸಂಘಟನೆಯ ಜಿಲ್ಲಾ ಅಧ್ಯಕ್ಷರು, ಕಾರ್ಯದರ್ಶಿ ಹಾಗೂ ಪದಾಧಿಕಾರಿಗಳು ಸೇರಿದಂತೆ ನೂರಾರು ಆಶಾ ಕಾರ್ಯಕರ್ತೆಯರು ಭಾಗವಹಿಸಿದ್ದರು. ಸ್ಥಳಕ್ಕೆ ಆಗಮಿಸಿದ ಅಧಿಕಾರಿಗಳು ಮನವಿ ಸ್ವೀಕರಿಸಿದರು.: [782, 1208, 912, 1241]
- metro-quote-sign: - ಹೆಚ್.ವಿ.ರಾಜೀವ್, ಮುಡಾ ಅಧ್ಯಕ್ಷ: [824, 426, 906, 434]
- metro-photo: [414, 156, 650, 274]
- metro-col2: ದಟ್ಟಣೆಯ ಕಾರಿಡಾರ್‌ಗಳನ್ನು ಗುರುತಿಸಿ, ಸಮೀಕ್ಷೆ ನಡೆಸಿ ವಿಸ್ತೃತ ಯೋಜನಾ ವರದಿ ಸಿದ್ಧಪಡಿಸಲಾಗುವುದು. ಪ್ರಾಥಮಿಕ ಹಂತದಲ್ಲಿ ರಿಂಗ್ ರಸ್ತೆ, ಬೆಂಗಳೂರು-ನೀಲಗಿರಿ ರಸ್ತೆ ಹಾಗೂ ನಗರದ ಪ್ರಮುಖ ಮಾರ್ಗಗಳನ್ನು ಪರಿಗಣಿಸಲಾಗುತ್ತದೆ. ವಾಹನ, ಜನ ಸಂದಣಿ ಸುಧಾರಿಸಲು ಬೆಂಗಳೂರಿನಂತೆ ಮೆಟ್ರೋ ರೈಲು ಮಾದರಿಯಲ್ಲಿ ಮೈಸೂರಿಗೂ ಸಮೂಹ ಸಾರಿಗೆ ವ್ಯವಸ್ಥೆ ಕಲ್ಪಿಸುವುದು ಈ ಯೋಜನೆಯ ಉದ್ದೇಶ. ಮೆಟ್ರೋ ನಿಯೋ ಸಾಮಾನ್ಯ ಮೆಟ್ರೋಗಿಂತ ಕಡಿಮೆ ವೆಚ್ಚದಲ್ಲಿ ನಿರ್ಮಾಣ ಮಾಡಬಹುದಾಗಿದ್ದು ಪ್ರತಿ ಕಿ.ಮೀ.ಗೆ ಸುಮಾರು 75 ಕೋಟಿ ರೂ. ವೆಚ್ಚವಾಗಲಿದೆ. ದೇಶದ ಟೈರ್-2 ನಗರಗಳಲ್ಲಿ ಮೆಟ್ರೋ ಲೈಟ್ ಯೋಜನೆ ಜಾರಿಗೆ ಕೇಂದ್ರ ಸರ್ಕಾರ ಸೂಚಿಸಿದೆ. ಈ ಕುರಿತಂತೆ ಇಂದು ನಡೆಯುವ ಮುಡಾ ಸಭೆಯಲ್ಲಿ ಸಾಧಕ-ಬಾಧಕಗಳ ಬಗ್ಗೆ ಚರ್ಚಿಸಿ ತೀರ್ಮಾನ ಕೈಗೊಳ್ಳಲಾಗುವುದು ಎಂದು ಮೂಲಗಳು ತಿಳಿಸಿವೆ.: [412, 298, 522, 432]
